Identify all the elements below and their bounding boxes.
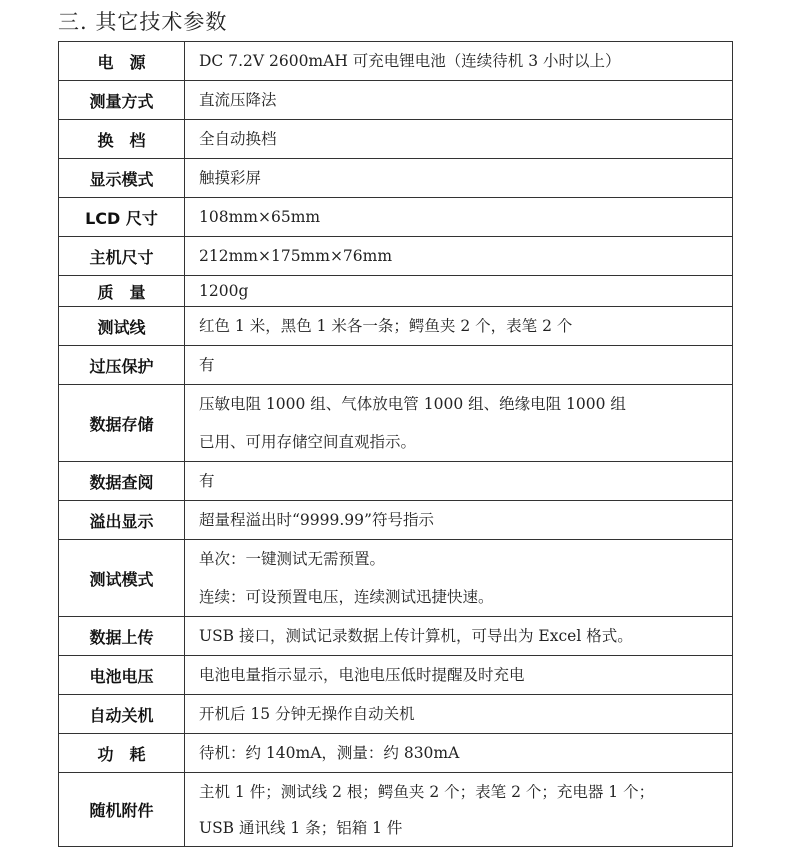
row-label: 换 档 bbox=[59, 120, 185, 159]
row-label: 过压保护 bbox=[59, 346, 185, 385]
row-label: 数据查阅 bbox=[59, 462, 185, 501]
table-row bbox=[59, 385, 733, 462]
section-title: 三. 其它技术参数 bbox=[58, 10, 228, 34]
row-value: 电池电量指示显示，电池电压低时提醒及时充电 bbox=[185, 656, 733, 695]
row-value: 有 bbox=[185, 462, 733, 501]
row-value: 直流压降法 bbox=[185, 81, 733, 120]
table-row bbox=[59, 695, 733, 734]
row-label: 显示模式 bbox=[59, 159, 185, 198]
table-row bbox=[59, 198, 733, 237]
row-label: 测量方式 bbox=[59, 81, 185, 120]
table-row bbox=[59, 237, 733, 276]
row-label: 质 量 bbox=[59, 276, 185, 307]
table-row bbox=[59, 540, 733, 617]
row-value: 红色 1 米，黑色 1 米各一条；鳄鱼夹 2 个，表笔 2 个 bbox=[185, 307, 733, 346]
row-label: LCD 尺寸 bbox=[59, 198, 185, 237]
table-row bbox=[59, 462, 733, 501]
row-label: 溢出显示 bbox=[59, 501, 185, 540]
row-value: 主机 1 件；测试线 2 根；鳄鱼夹 2 个；表笔 2 个；充电器 1 个； USB 通讯线 1 条；铝箱 1 件 bbox=[185, 773, 733, 847]
table-row bbox=[59, 42, 733, 81]
row-label: 随机附件 bbox=[59, 773, 185, 847]
table-row bbox=[59, 346, 733, 385]
row-label: 数据上传 bbox=[59, 617, 185, 656]
row-value: USB 接口，测试记录数据上传计算机，可导出为 Excel 格式。 bbox=[185, 617, 733, 656]
row-value: 压敏电阻 1000 组、气体放电管 1000 组、绝缘电阻 1000 组 已用、可用存储空间直观指示。 bbox=[185, 385, 733, 462]
row-value: 待机：约 140mA，测量：约 830mA bbox=[185, 734, 733, 773]
table-row bbox=[59, 307, 733, 346]
row-value: 开机后 15 分钟无操作自动关机 bbox=[185, 695, 733, 734]
table-row bbox=[59, 276, 733, 307]
table-row bbox=[59, 773, 733, 847]
spec-table bbox=[58, 41, 733, 847]
row-label: 自动关机 bbox=[59, 695, 185, 734]
row-label: 电池电压 bbox=[59, 656, 185, 695]
row-value: 212mm×175mm×76mm bbox=[185, 237, 733, 276]
row-value: 单次：一键测试无需预置。 连续：可设预置电压，连续测试迅捷快速。 bbox=[185, 540, 733, 617]
table-row bbox=[59, 617, 733, 656]
row-label: 数据存储 bbox=[59, 385, 185, 462]
row-label: 主机尺寸 bbox=[59, 237, 185, 276]
row-value: 1200g bbox=[185, 276, 733, 307]
table-row bbox=[59, 501, 733, 540]
table-row bbox=[59, 656, 733, 695]
table-row bbox=[59, 159, 733, 198]
row-value: 有 bbox=[185, 346, 733, 385]
row-value: 触摸彩屏 bbox=[185, 159, 733, 198]
row-value: DC 7.2V 2600mAH 可充电锂电池（连续待机 3 小时以上） bbox=[185, 42, 733, 81]
row-value: 全自动换档 bbox=[185, 120, 733, 159]
row-label: 测试模式 bbox=[59, 540, 185, 617]
table-row bbox=[59, 734, 733, 773]
row-label: 测试线 bbox=[59, 307, 185, 346]
row-label: 功 耗 bbox=[59, 734, 185, 773]
table-row bbox=[59, 120, 733, 159]
row-value: 108mm×65mm bbox=[185, 198, 733, 237]
table-row bbox=[59, 81, 733, 120]
row-value: 超量程溢出时“9999.99”符号指示 bbox=[185, 501, 733, 540]
row-label: 电 源 bbox=[59, 42, 185, 81]
